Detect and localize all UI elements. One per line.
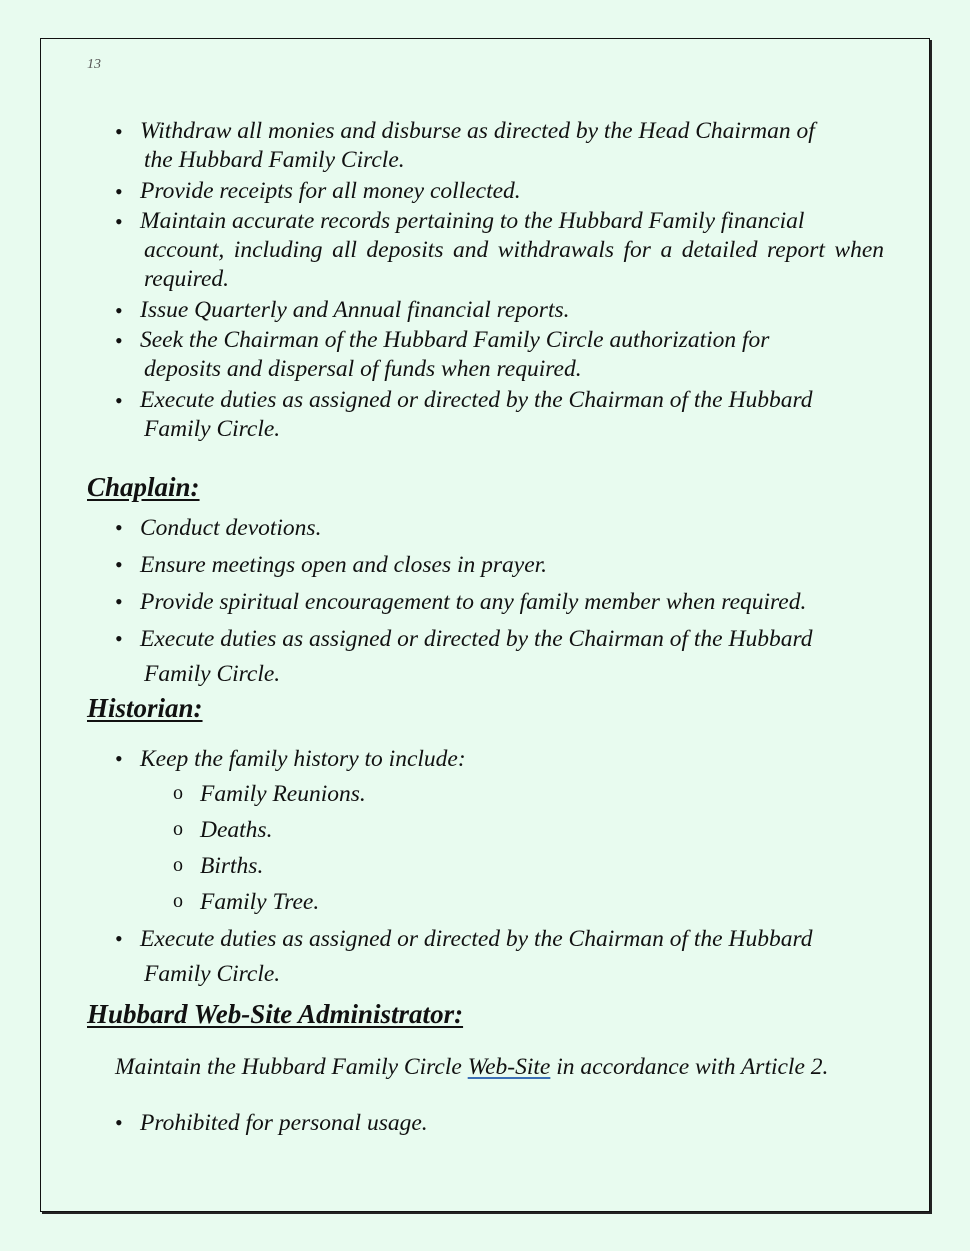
document-page (40, 38, 930, 1212)
sub-list-item: o Births. (140, 849, 887, 884)
treasurer-duties-list (115, 117, 887, 445)
webadmin-paragraph: Maintain the Hubbard Family Circle Web-Site in accordance with Article 2. (115, 1054, 829, 1080)
list-item: • Keep the family history to include: o Family Reunions. o Deaths. o Births. o Family Tree. (115, 741, 887, 920)
sub-list-item: o Family Tree. (140, 885, 887, 920)
list-item: • Execute duties as assigned or directed by the Chairman of the Hubbard Family Circle. (115, 386, 887, 444)
list-item: • Maintain accurate records pertaining to the Hubbard Family financial account, including all deposits and withdrawals for a detailed report when required. (115, 207, 887, 294)
list-item: • Issue Quarterly and Annual financial reports. (115, 296, 887, 325)
historian-heading: Historian: (87, 693, 203, 723)
list-item: • Prohibited for personal usage. (115, 1105, 887, 1141)
sub-list-item: o Deaths. (140, 813, 887, 848)
list-item: • Conduct devotions. (115, 510, 887, 546)
list-item: • Provide spiritual encouragement to any family member when required. (115, 584, 887, 620)
webadmin-heading: Hubbard Web-Site Administrator: (87, 999, 464, 1029)
chaplain-heading: Chaplain: (87, 472, 200, 502)
chaplain-duties-list (115, 510, 887, 693)
history-subitems-list (140, 777, 887, 920)
page-number: 13 (87, 57, 101, 72)
historian-duties-list (115, 741, 887, 993)
list-item: • Withdraw all monies and disburse as directed by the Head Chairman of the Hubbard Family Circle. (115, 117, 887, 175)
sub-list-item: o Family Reunions. (140, 777, 887, 812)
webadmin-list (115, 1105, 887, 1142)
list-item: • Seek the Chairman of the Hubbard Family Circle authorization for deposits and dispersal of funds when required. (115, 326, 887, 384)
website-link[interactable]: Web-Site (467, 1054, 551, 1080)
list-item: • Execute duties as assigned or directed by the Chairman of the Hubbard Family Circle. (115, 921, 887, 992)
list-item: • Execute duties as assigned or directed by the Chairman of the Hubbard Family Circle. (115, 621, 887, 692)
list-item: • Ensure meetings open and closes in prayer. (115, 547, 887, 583)
list-item: • Provide receipts for all money collected. (115, 177, 887, 206)
